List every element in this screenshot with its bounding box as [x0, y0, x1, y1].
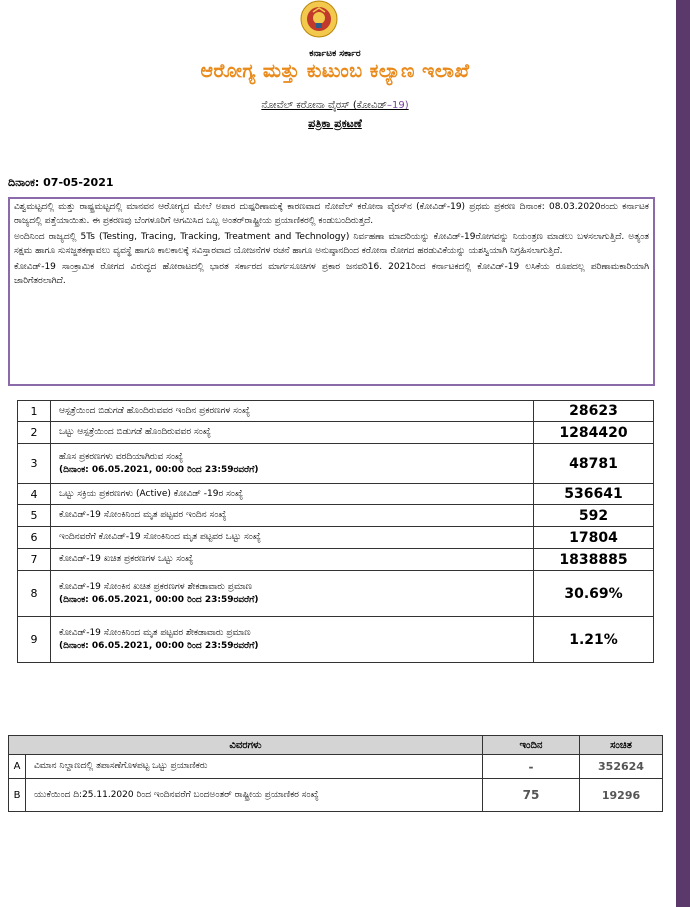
row-value: 48781 [534, 444, 654, 484]
row-number: 8 [18, 571, 51, 617]
row-description: ಯುಕೆಯಿಂದ ದಿ:25.11.2020 ರಿಂದ ಇಂದಿನವರೆಗೆ ಬಂದಅಂತರ್ ರಾಷ್ಟ್ರೀಯ ಪ್ರಯಾಣಿಕರ ಸಂಖ್ಯೆ [26, 779, 483, 812]
row-number: 3 [18, 444, 51, 484]
subject-line [0, 100, 670, 111]
table-row [18, 549, 654, 571]
karnataka-seal-logo [300, 0, 338, 38]
row-today-value: - [483, 755, 580, 779]
row-description-date: (ದಿನಾಂಕ: 06.05.2021, 00:00 ರಿಂದ 23:59ರವರೆಗೆ) [59, 594, 259, 605]
table-row [18, 527, 654, 549]
government-name: ಕರ್ನಾಟಕ ಸರ್ಕಾರ [309, 49, 361, 59]
release-date: ದಿನಾಂಕ: 07-05-2021 [8, 176, 114, 189]
row-number: 7 [18, 549, 51, 571]
row-description-main: ಕೋವಿಡ್-19 ಸೋಂಕಿನ ಖಚಿತ ಪ್ರಕರಣಗಳ ಶೇಕಡಾವಾರು ಪ್ರಮಾಣ [59, 581, 253, 592]
row-value: 536641 [534, 484, 654, 505]
table-row [18, 571, 654, 617]
row-number: 9 [18, 617, 51, 663]
header-details: ವಿವರಗಳು [9, 736, 483, 755]
department-title: ಆರೋಗ್ಯ ಮತ್ತು ಕುಟುಂಬ ಕಲ್ಯಾಣ ಇಲಾಖೆ [200, 60, 470, 82]
subject-text: ನೋವೆಲ್ ಕರೋನಾ ವೈರಸ್ (ಕೋವಿಡ್ [261, 100, 388, 111]
header-today: ಇಂದಿನ [483, 736, 580, 755]
row-description: ಕೋವಿಡ್-19 ಖಚಿತ ಪ್ರಕರಣಗಳ ಒಟ್ಟು ಸಂಖ್ಯೆ [51, 549, 534, 571]
row-description: ಇಂದಿನವರೆಗೆ ಕೋವಿಡ್-19 ಸೋಂಕಿನಿಂದ ಮೃತ ಪಟ್ಟವರ ಒಟ್ಟು ಸಂಖ್ಯೆ [51, 527, 534, 549]
table-row [18, 505, 654, 527]
row-number: 6 [18, 527, 51, 549]
row-value: 28623 [534, 401, 654, 422]
row-description [51, 571, 534, 617]
right-border-gap [673, 0, 676, 907]
table-row [9, 779, 663, 812]
row-value: 30.69% [534, 571, 654, 617]
row-cumulative-value: 352624 [580, 755, 663, 779]
row-number: 1 [18, 401, 51, 422]
row-number: 4 [18, 484, 51, 505]
row-description-date: (ದಿನಾಂಕ: 06.05.2021, 00:00 ರಿಂದ 23:59ರವರೆಗೆ) [59, 640, 259, 651]
table-row [18, 444, 654, 484]
travellers-table [8, 735, 663, 812]
row-value: 1284420 [534, 422, 654, 444]
row-number: 5 [18, 505, 51, 527]
row-value: 592 [534, 505, 654, 527]
intro-paragraph-1: ವಿಶ್ವಮಟ್ಟದಲ್ಲಿ ಮತ್ತು ರಾಷ್ಟ್ರಮಟ್ಟದಲ್ಲಿ ಮಾನವನ ಆರೋಗ್ಯದ ಮೇಲೆ ಅಪಾರ ದುಷ್ಪರಿಣಾಮಕ್ಕೆ ಕಾರಣವಾದ ನೋವೆಲ್ ಕರೋನಾ ವೈರಸ್‌ನ (ಕೋವಿಡ್-19) ಪ್ರಥಮ ಪ್ರಕರಣ ದಿನಾಂಕ: 08.03.2020ರಂದು ಕರ್ನಾಟಕ ರಾಜ್ಯದಲ್ಲಿ ಪತ್ತೆಯಾಯಿತು. ಈ ಪ್ರಕರಣವು ಬೆಂಗಳೂರಿಗೆ ಆಗಮಿಸಿದ ಒಬ್ಬ ಅಂತರ್‌ರಾಷ್ಟ್ರೀಯ ಪ್ರಯಾಣಿಕರಲ್ಲಿ ಕಂಡುಬಂದಿರುತ್ತದೆ. [14, 202, 649, 226]
row-description [51, 617, 534, 663]
header-cumulative: ಸಂಚಿತ [580, 736, 663, 755]
row-description-main: ಹೊಸ ಪ್ರಕರಣಗಳು ವರದಿಯಾಗಿರುವ ಸಂಖ್ಯೆ [59, 451, 184, 462]
intro-box [8, 197, 655, 386]
row-description: ಒಟ್ಟು ಆಸ್ಪತ್ರೆಯಿಂದ ಬಿಡುಗಡೆ ಹೊಂದಿರುವವರ ಸಂಖ್ಯೆ [51, 422, 534, 444]
intro-paragraph-3: ಕೋವಿಡ್-19 ಸಾಂಕ್ರಾಮಿಕ ರೋಗದ ವಿರುದ್ಧದ ಹೋರಾಟದಲ್ಲಿ ಭಾರತ ಸರ್ಕಾರದ ಮಾರ್ಗಸೂಚಿಗಳ ಪ್ರಕಾರ ಜನವರಿ16. 2021ರಿಂದ ಕರ್ನಾಟಕದಲ್ಲಿ ಕೋವಿಡ್-19 ಲಸಿಕೆಯ ರೂಪದಲ್ಲ ಪರಿಣಾಮಕಾರಿಯಾಗಿ ಜಾರಿಗೆತರಲಾಗಿದೆ. [14, 262, 649, 286]
row-cumulative-value: 19296 [580, 779, 663, 812]
row-description [51, 444, 534, 484]
row-value: 17804 [534, 527, 654, 549]
row-label: B [9, 779, 26, 812]
row-description-date: (ದಿನಾಂಕ: 06.05.2021, 00:00 ರಿಂದ 23:59ರವರೆಗೆ) [59, 464, 259, 475]
row-value: 1838885 [534, 549, 654, 571]
row-description-main: ಕೋವಿಡ್-19 ಸೋಂಕಿನಿಂದ ಮೃತ ಪಟ್ಟವರ ಶೇಕಡಾವಾರು ಪ್ರಮಾಣ [59, 627, 251, 638]
row-label: A [9, 755, 26, 779]
row-description: ಒಟ್ಟು ಸಕ್ರಿಯ ಪ್ರಕರಣಗಳು (Active) ಕೋವಿಡ್ -19ರ ಸಂಖ್ಯೆ [51, 484, 534, 505]
row-value: 1.21% [534, 617, 654, 663]
row-description: ಕೋವಿಡ್-19 ಸೋಂಕಿನಿಂದ ಮೃತ ಪಟ್ಟವರ ಇಂದಿನ ಸಂಖ್ಯೆ [51, 505, 534, 527]
intro-paragraph-2: ಅಂದಿನಿಂದ ರಾಜ್ಯದಲ್ಲಿ 5Ts (Testing, Tracing, Tracking, Treatment and Technology) ನಿರ್ವಹಣಾ ಮಾದರಿಯನ್ನು ಕೋವಿಡ್-19ರೋಗವನ್ನು ನಿಯಂತ್ರಣ ಮಾಡಲು ಬಳಸಲಾಗುತ್ತಿದೆ. ಅತ್ಯಂತ ಸಕ್ಷಮ ಹಾಗೂ ಸುಸಜ್ಜತಕಣ್ಗಾವಲು ವ್ಯವಸ್ಥೆ ಹಾಗೂ ಕಾಲಕಾಲಕ್ಕೆ ಸವಿಸ್ತಾರವಾದ ಯೋಜನೆಗಳ ರಚನೆ ಹಾಗೂ ಅನುಷ್ಠಾನದಿಂದ ಕರೋನಾ ರೋಗದ ಹರಡುವಿಕೆಯನ್ನು ಯಶಸ್ವಿಯಾಗಿ ನಿಗ್ರಹಿಸಲಾಗುತ್ತಿದೆ. [14, 232, 649, 256]
table-row [9, 755, 663, 779]
right-border-bar [676, 0, 690, 907]
subject-suffix: –19) [387, 100, 409, 111]
row-description: ಆಸ್ಪತ್ರೆಯಿಂದ ಬಿಡುಗಡೆ ಹೊಂದಿರುವವರ ಇಂದಿನ ಪ್ರಕರಣಗಳ ಸಂಖ್ಯೆ [51, 401, 534, 422]
row-number: 2 [18, 422, 51, 444]
row-description: ವಿಮಾನ ನಿಲ್ದಾಣದಲ್ಲಿ ತಪಾಸಣೆಗೊಳಪಟ್ಟ ಒಟ್ಟು ಪ್ರಯಾಣಿಕರು [26, 755, 483, 779]
table-row [18, 401, 654, 422]
row-today-value: 75 [483, 779, 580, 812]
table-row [18, 617, 654, 663]
table-row [18, 484, 654, 505]
covid-stats-table [17, 400, 654, 663]
table-header-row [9, 736, 663, 755]
press-release-heading: ಪತ್ರಿಕಾ ಪ್ರಕಟಣೆ [308, 117, 362, 130]
table-row [18, 422, 654, 444]
